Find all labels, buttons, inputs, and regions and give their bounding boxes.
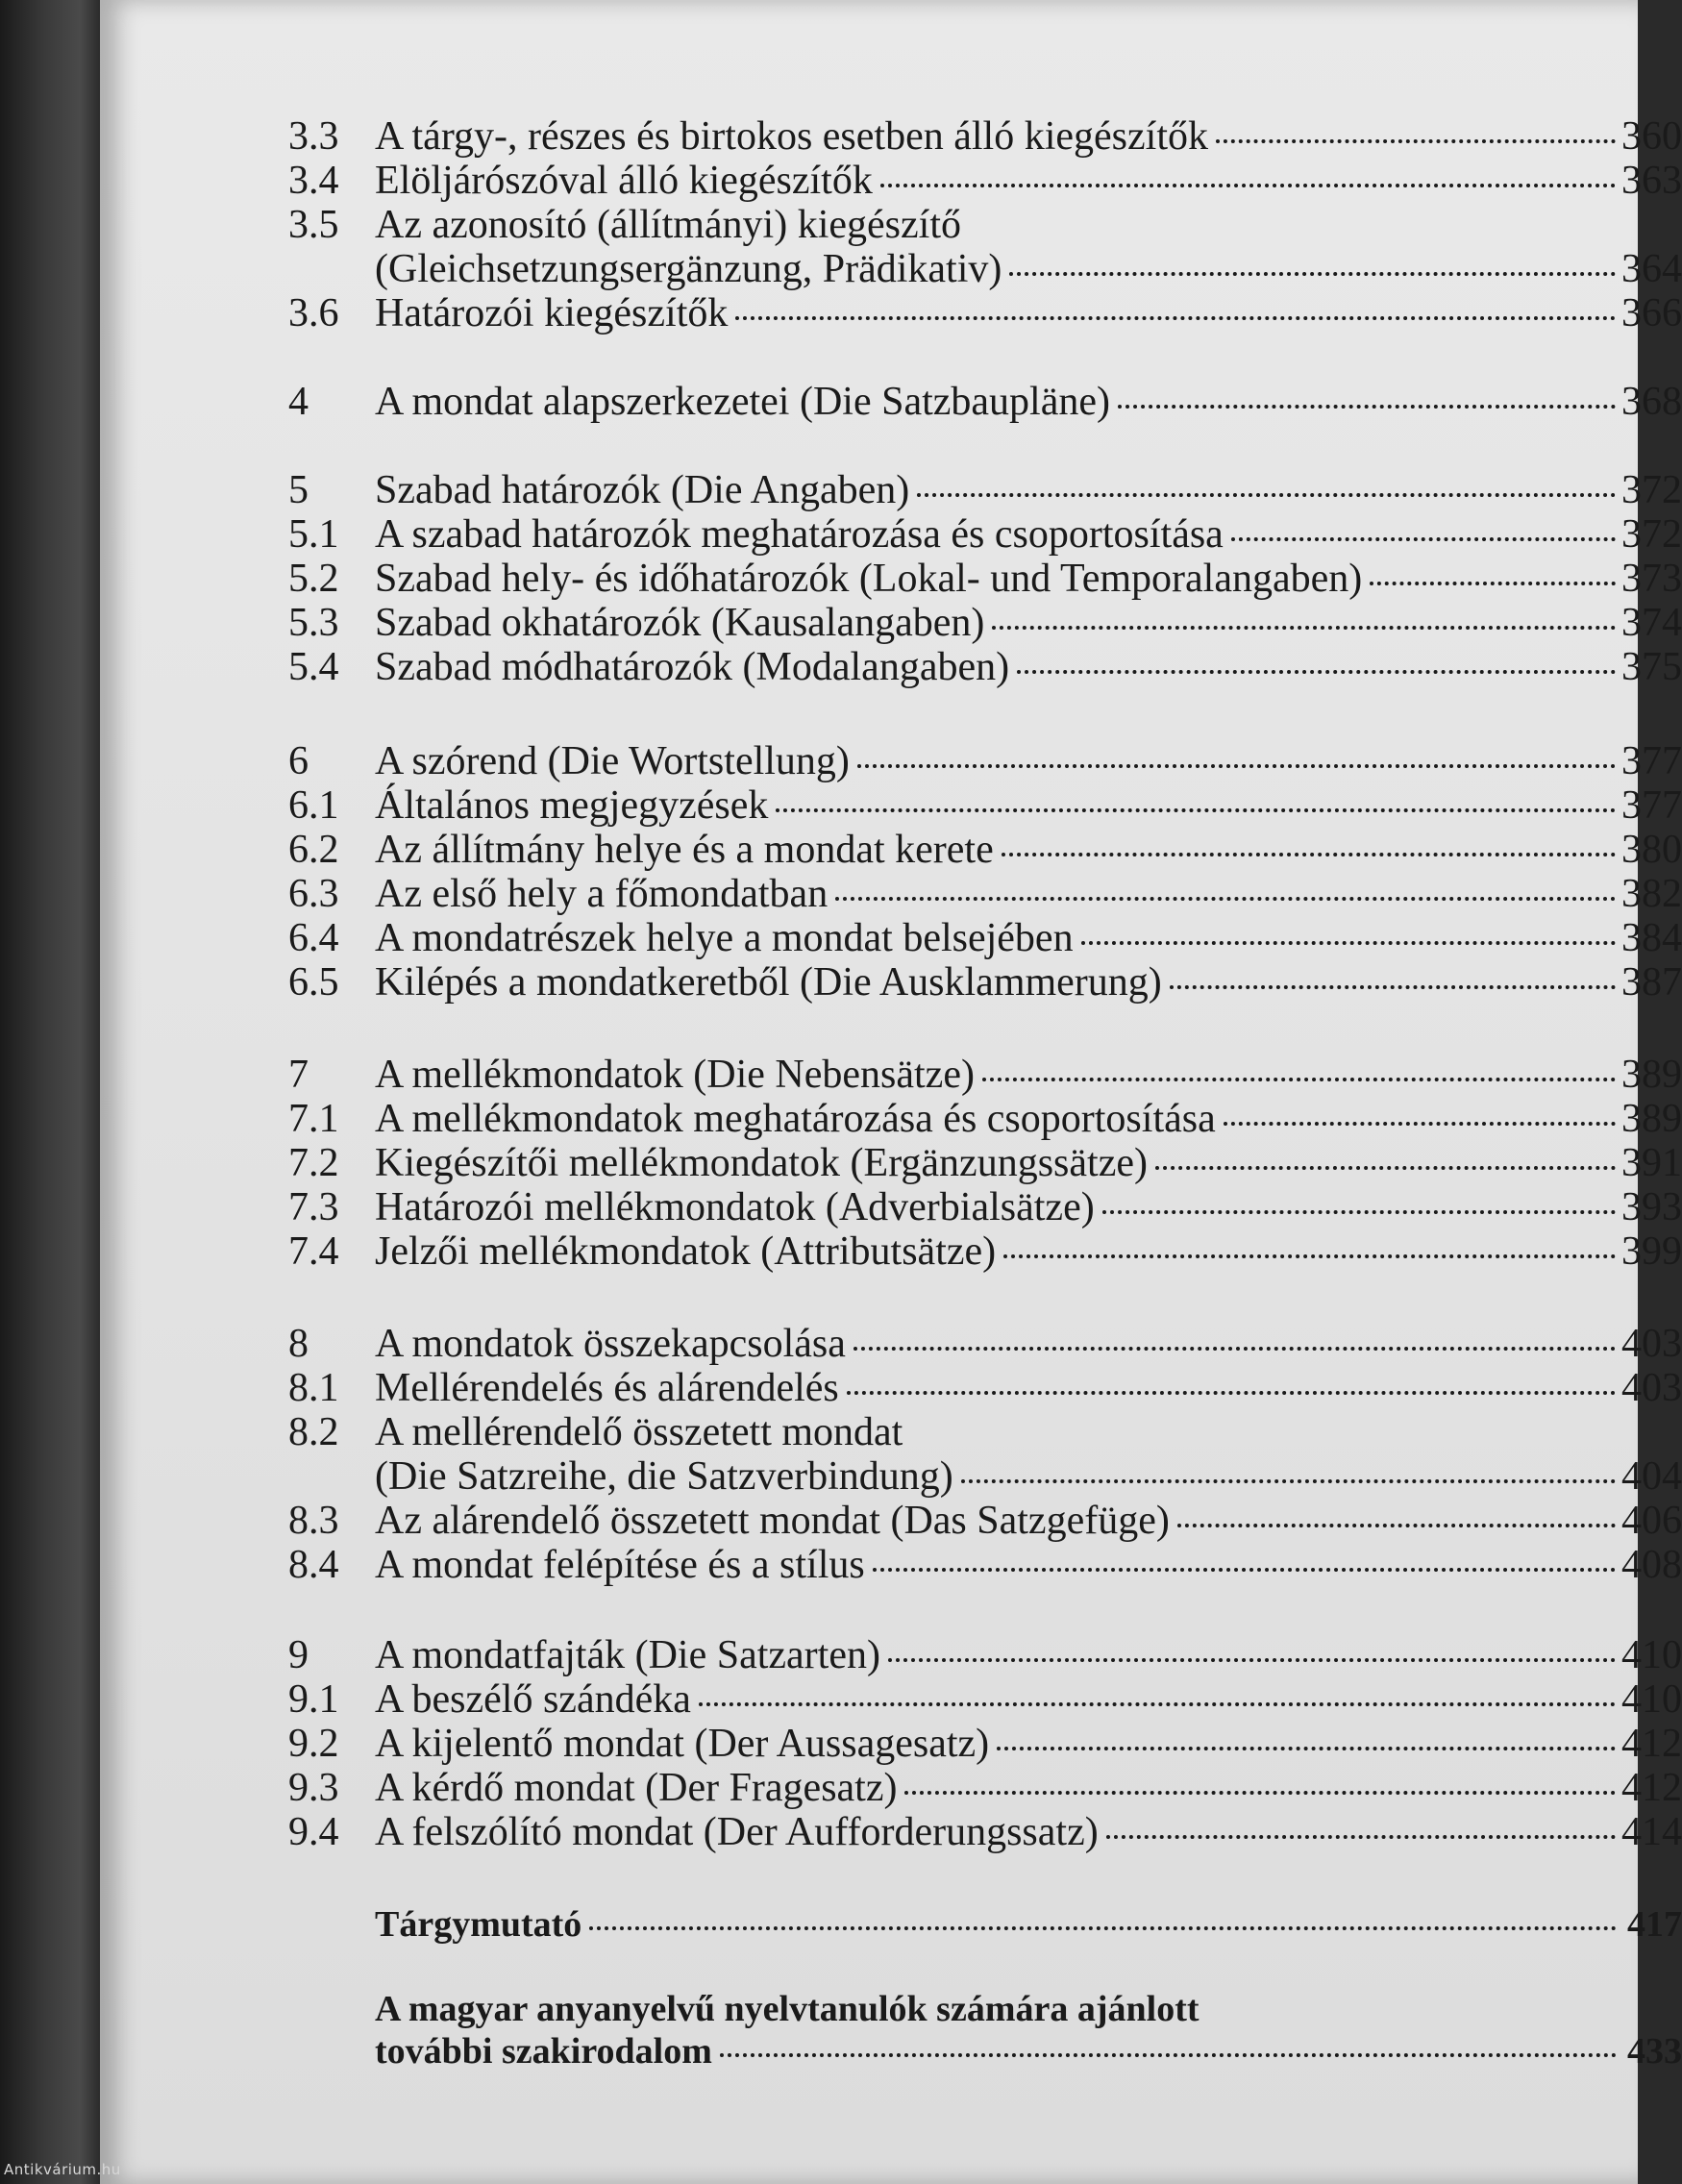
toc-number: 9.4 [288, 1810, 339, 1854]
dot-leader [1231, 537, 1616, 541]
toc-title: A mondatfajták (Die Satzarten) [375, 1633, 880, 1677]
toc-title: Az állítmány helye és a mondat kerete [375, 828, 994, 872]
dot-leader [1216, 139, 1616, 143]
dot-leader [873, 1568, 1616, 1572]
toc-title: A kérdő mondat (Der Fragesatz) [375, 1766, 898, 1810]
toc-entry-8-2 [288, 1409, 1682, 1455]
toc-number: 8.4 [288, 1543, 339, 1587]
toc-page: 360 [1621, 114, 1682, 159]
toc-entry-9-2 [288, 1721, 1682, 1767]
toc-title: A szabad határozók meghatározása és csoportosítása [375, 512, 1224, 557]
toc-title: A mellékmondatok (Die Nebensätze) [375, 1053, 975, 1097]
dot-leader [997, 1747, 1616, 1750]
toc-number: 6.4 [288, 916, 339, 960]
dot-leader [853, 1347, 1616, 1351]
toc-number: 8.2 [288, 1410, 339, 1454]
dot-leader [1118, 405, 1616, 409]
toc-title: A mondat felépítése és a stílus [375, 1543, 865, 1587]
toc-title: Szabad módhatározók (Modalangaben) [375, 645, 1010, 689]
book-page [100, 0, 1682, 2184]
toc-number: 6.5 [288, 960, 339, 1005]
toc-title: Kiegészítői mellékmondatok (Ergänzungssätze) [375, 1141, 1148, 1185]
toc-title: A kijelentő mondat (Der Aussagesatz) [375, 1722, 990, 1766]
toc-page: 372 [1621, 512, 1682, 557]
toc-number: 3.6 [288, 291, 339, 335]
toc-number: 5.3 [288, 601, 339, 645]
toc-title: Tárgymutató [375, 1904, 582, 1945]
toc-title: Általános megjegyzések [375, 783, 769, 828]
toc-entry-bibliography-continued [288, 2028, 1682, 2074]
dot-leader [1003, 1254, 1616, 1258]
dot-leader [1155, 1166, 1616, 1170]
toc-entry-6-3 [288, 871, 1682, 917]
toc-entry-6 [288, 738, 1682, 784]
toc-page: 380 [1621, 828, 1682, 872]
dot-leader [1170, 985, 1616, 989]
toc-title: Elöljárószóval álló kiegészítők [375, 159, 873, 203]
toc-page: 410 [1621, 1677, 1682, 1722]
toc-page: 412 [1621, 1722, 1682, 1766]
toc-title: (Gleichsetzungsergänzung, Prädikativ) [375, 247, 1002, 291]
toc-page: 393 [1621, 1185, 1682, 1229]
toc-entry-5-1 [288, 511, 1682, 558]
toc-number: 7.2 [288, 1141, 339, 1185]
toc-entry-3-3 [288, 113, 1682, 160]
dot-leader [888, 1658, 1616, 1662]
toc-title: A mellérendelő összetett mondat [375, 1410, 903, 1454]
toc-page: 414 [1621, 1810, 1682, 1854]
toc-entry-3-5-continued [288, 246, 1682, 292]
toc-number: 6.3 [288, 872, 339, 916]
toc-number: 8 [288, 1322, 309, 1366]
toc-title: A beszélő szándéka [375, 1677, 691, 1722]
toc-entry-3-5 [288, 202, 1682, 248]
dot-leader [857, 764, 1616, 768]
dot-leader [917, 493, 1616, 497]
toc-title: Az azonosító (állítmányi) kiegészítő [375, 203, 961, 247]
dot-leader [835, 897, 1616, 901]
toc-page: 403 [1621, 1366, 1682, 1410]
dot-leader [904, 1791, 1616, 1795]
dot-leader [992, 626, 1616, 630]
toc-number: 3.3 [288, 114, 339, 159]
toc-title: A magyar anyanyelvű nyelvtanulók számára ajánlott [375, 1989, 1200, 2029]
dot-leader [1009, 272, 1616, 276]
toc-title: A mondatok összekapcsolása [375, 1322, 846, 1366]
toc-number: 6.2 [288, 828, 339, 872]
toc-page: 404 [1621, 1454, 1682, 1499]
dot-leader [1106, 1835, 1616, 1839]
dot-leader [880, 184, 1616, 187]
toc-page: 391 [1621, 1141, 1682, 1185]
toc-entry-9-3 [288, 1765, 1682, 1811]
toc-number: 6 [288, 739, 309, 783]
toc-entry-5 [288, 467, 1682, 513]
toc-title: A felszólító mondat (Der Aufforderungssatz) [375, 1810, 1099, 1854]
toc-title: Az alárendelő összetett mondat (Das Satzgefüge) [375, 1499, 1170, 1543]
dot-leader [699, 1702, 1616, 1706]
toc-page: 368 [1621, 380, 1682, 424]
toc-number: 5.4 [288, 645, 339, 689]
toc-page: 375 [1621, 645, 1682, 689]
toc-title: A tárgy-, részes és birtokos esetben álló kiegészítők [375, 114, 1208, 159]
toc-entry-6-5 [288, 959, 1682, 1005]
toc-entry-5-3 [288, 600, 1682, 646]
toc-page: 406 [1621, 1499, 1682, 1543]
toc-entry-5-2 [288, 556, 1682, 602]
toc-entry-9-4 [288, 1809, 1682, 1855]
dot-leader [1002, 853, 1616, 856]
toc-number: 9 [288, 1633, 309, 1677]
toc-title: Szabad hely- és időhatározók (Lokal- und Temporalangaben) [375, 557, 1363, 601]
toc-page: 433 [1627, 2031, 1682, 2072]
toc-title: Kilépés a mondatkeretből (Die Ausklammerung) [375, 960, 1162, 1005]
toc-entry-8-2-continued [288, 1453, 1682, 1500]
toc-page: 366 [1621, 291, 1682, 335]
table-of-contents [100, 0, 1682, 2184]
toc-title: Szabad okhatározók (Kausalangaben) [375, 601, 985, 645]
toc-entry-8-1 [288, 1365, 1682, 1411]
toc-title: Határozói mellékmondatok (Adverbialsätze) [375, 1185, 1095, 1229]
toc-title: Mellérendelés és alárendelés [375, 1366, 839, 1410]
toc-page: 399 [1621, 1229, 1682, 1274]
toc-entry-9 [288, 1632, 1682, 1678]
dot-leader [589, 1926, 1617, 1930]
toc-number: 5.2 [288, 557, 339, 601]
toc-entry-8 [288, 1321, 1682, 1367]
toc-page: 374 [1621, 601, 1682, 645]
toc-page: 377 [1621, 739, 1682, 783]
toc-page: 387 [1621, 960, 1682, 1005]
toc-number: 4 [288, 380, 309, 424]
toc-entry-9-1 [288, 1676, 1682, 1723]
toc-entry-7-3 [288, 1184, 1682, 1230]
toc-number: 3.5 [288, 203, 339, 247]
toc-title: A szórend (Die Wortstellung) [375, 739, 850, 783]
dot-leader [961, 1479, 1616, 1483]
toc-entry-6-4 [288, 915, 1682, 961]
toc-number: 3.4 [288, 159, 339, 203]
toc-number: 7.1 [288, 1097, 339, 1141]
toc-page: 382 [1621, 872, 1682, 916]
toc-number: 9.1 [288, 1677, 339, 1722]
toc-entry-3-6 [288, 290, 1682, 336]
dot-leader [720, 2053, 1617, 2057]
toc-entry-5-4 [288, 644, 1682, 690]
toc-title: Szabad határozók (Die Angaben) [375, 468, 910, 512]
dot-leader [1224, 1122, 1616, 1126]
book-spine-shadow [0, 0, 100, 2184]
toc-entry-bibliography [288, 1986, 1682, 2032]
toc-entry-index [288, 1901, 1682, 1948]
toc-title: Határozói kiegészítők [375, 291, 729, 335]
toc-number: 8.1 [288, 1366, 339, 1410]
dot-leader [1177, 1524, 1616, 1527]
toc-entry-4 [288, 379, 1682, 425]
toc-page: 363 [1621, 159, 1682, 203]
toc-title: A mellékmondatok meghatározása és csoportosítása [375, 1097, 1216, 1141]
watermark-text: Antikvárium.hu [4, 2161, 121, 2178]
toc-entry-7-2 [288, 1140, 1682, 1186]
toc-page: 364 [1621, 247, 1682, 291]
toc-entry-7-4 [288, 1228, 1682, 1275]
dot-leader [776, 808, 1616, 812]
toc-number: 9.3 [288, 1766, 339, 1810]
toc-page: 403 [1621, 1322, 1682, 1366]
dot-leader [1017, 670, 1616, 674]
toc-title: Jelzői mellékmondatok (Attributsätze) [375, 1229, 997, 1274]
toc-number: 7.4 [288, 1229, 339, 1274]
toc-entry-3-4 [288, 158, 1682, 204]
toc-number: 7 [288, 1053, 309, 1097]
toc-number: 5.1 [288, 512, 339, 557]
toc-number: 5 [288, 468, 309, 512]
toc-entry-8-4 [288, 1542, 1682, 1588]
toc-entry-6-1 [288, 782, 1682, 829]
toc-entry-7-1 [288, 1096, 1682, 1142]
toc-entry-7 [288, 1052, 1682, 1098]
toc-title: A mondat alapszerkezetei (Die Satzbaupläne) [375, 380, 1110, 424]
toc-title: további szakirodalom [375, 2031, 712, 2072]
dot-leader [1370, 582, 1616, 585]
toc-number: 6.1 [288, 783, 339, 828]
dot-leader [847, 1391, 1616, 1395]
toc-page: 373 [1621, 557, 1682, 601]
dot-leader [735, 316, 1616, 320]
toc-page: 384 [1621, 916, 1682, 960]
toc-page: 408 [1621, 1543, 1682, 1587]
toc-entry-6-2 [288, 827, 1682, 873]
toc-page: 372 [1621, 468, 1682, 512]
dot-leader [982, 1078, 1616, 1081]
toc-page: 417 [1627, 1904, 1682, 1945]
toc-title: A mondatrészek helye a mondat belsejében [375, 916, 1074, 960]
toc-number: 7.3 [288, 1185, 339, 1229]
dot-leader [1081, 941, 1616, 945]
toc-title: Az első hely a főmondatban [375, 872, 829, 916]
toc-page: 412 [1621, 1766, 1682, 1810]
toc-number: 9.2 [288, 1722, 339, 1766]
toc-page: 377 [1621, 783, 1682, 828]
toc-page: 410 [1621, 1633, 1682, 1677]
dot-leader [1102, 1210, 1616, 1214]
toc-number: 8.3 [288, 1499, 339, 1543]
toc-page: 389 [1621, 1053, 1682, 1097]
toc-title: (Die Satzreihe, die Satzverbindung) [375, 1454, 953, 1499]
toc-entry-8-3 [288, 1498, 1682, 1544]
toc-page: 389 [1621, 1097, 1682, 1141]
